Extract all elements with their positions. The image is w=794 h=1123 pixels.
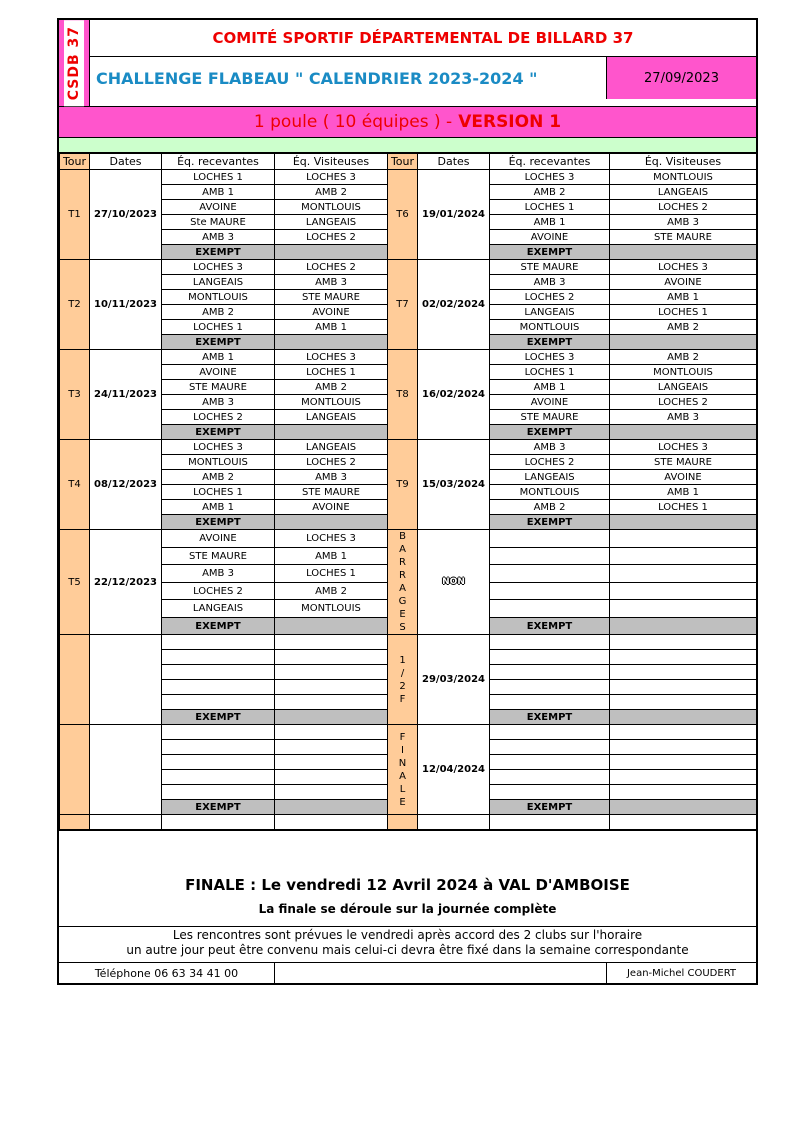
- exempt-cell: EXEMPT: [162, 800, 275, 815]
- home-team: LOCHES 1: [162, 170, 275, 185]
- blank-cell: [490, 815, 610, 830]
- away-team: AVOINE: [275, 500, 388, 515]
- round-date: [90, 725, 162, 815]
- round-date: 29/03/2024: [418, 635, 490, 725]
- home-team: AMB 3: [162, 230, 275, 245]
- document-date: 27/09/2023: [607, 57, 756, 99]
- away-team: STE MAURE: [275, 485, 388, 500]
- round-date: 22/12/2023: [90, 530, 162, 635]
- home-team: AVOINE: [490, 230, 610, 245]
- col-tour: Tour: [388, 154, 418, 170]
- exempt-cell: EXEMPT: [490, 425, 610, 440]
- away-team: AMB 3: [275, 275, 388, 290]
- away-team: MONTLOUIS: [275, 600, 388, 618]
- exempt-cell: EXEMPT: [490, 800, 610, 815]
- away-team: LANGEAIS: [610, 380, 757, 395]
- vertical-letter: E: [399, 796, 406, 808]
- col-away: Éq. Visiteuses: [275, 154, 388, 170]
- exempt-value: [610, 425, 757, 440]
- vertical-letter: B: [399, 531, 406, 543]
- home-team: AMB 2: [162, 470, 275, 485]
- away-team: AMB 2: [610, 350, 757, 365]
- round-vertical-label: [388, 635, 418, 725]
- away-team: MONTLOUIS: [275, 200, 388, 215]
- home-team: [162, 665, 275, 680]
- exempt-value: [610, 617, 757, 635]
- tour-label: T3: [60, 350, 90, 440]
- vertical-letter: A: [399, 583, 406, 595]
- table-row: [60, 530, 757, 548]
- home-team: LOCHES 2: [490, 455, 610, 470]
- tour-label: T9: [388, 440, 418, 530]
- exempt-cell: EXEMPT: [490, 515, 610, 530]
- blank-cell: [275, 815, 388, 830]
- home-team: [162, 740, 275, 755]
- away-team: AVOINE: [610, 470, 757, 485]
- home-team: [162, 680, 275, 695]
- home-team: AMB 2: [162, 305, 275, 320]
- away-team: [610, 650, 757, 665]
- home-team: LANGEAIS: [162, 600, 275, 618]
- home-team: [490, 695, 610, 710]
- col-dates: Dates: [418, 154, 490, 170]
- vertical-letter: F: [399, 731, 406, 743]
- tour-label: T6: [388, 170, 418, 260]
- blank-cell: [162, 815, 275, 830]
- round-date: [418, 530, 490, 635]
- note-line: Les rencontres sont prévues le vendredi après accord des 2 clubs sur l'horaire: [172, 928, 643, 943]
- exempt-cell: EXEMPT: [162, 245, 275, 260]
- home-team: AMB 1: [490, 380, 610, 395]
- home-team: LOCHES 3: [162, 260, 275, 275]
- col-home: Éq. recevantes: [490, 154, 610, 170]
- vertical-letter: A: [399, 770, 406, 782]
- away-team: [275, 770, 388, 785]
- home-team: [162, 650, 275, 665]
- finale-subtitle: La finale se déroule sur la journée complète: [258, 902, 557, 917]
- exempt-cell: EXEMPT: [162, 617, 275, 635]
- away-team: STE MAURE: [610, 455, 757, 470]
- away-team: AMB 1: [610, 290, 757, 305]
- vertical-letter: R: [399, 570, 406, 582]
- away-team: [610, 680, 757, 695]
- away-team: STE MAURE: [610, 230, 757, 245]
- home-team: STE MAURE: [490, 260, 610, 275]
- col-tour: Tour: [60, 154, 90, 170]
- calendar-table: [59, 153, 757, 830]
- home-team: AMB 1: [162, 500, 275, 515]
- away-team: [275, 695, 388, 710]
- tour-label: [60, 725, 90, 815]
- away-team: AMB 1: [610, 485, 757, 500]
- away-team: [275, 680, 388, 695]
- home-team: LOCHES 3: [490, 350, 610, 365]
- away-team: AMB 1: [275, 320, 388, 335]
- blank-cell: [60, 815, 90, 830]
- home-team: AMB 1: [162, 185, 275, 200]
- vertical-letter: 2: [399, 680, 406, 692]
- vertical-letter: S: [399, 622, 406, 634]
- away-team: [275, 665, 388, 680]
- home-team: LOCHES 1: [490, 365, 610, 380]
- tour-label: T5: [60, 530, 90, 635]
- away-team: LOCHES 3: [275, 170, 388, 185]
- away-team: LOCHES 1: [275, 365, 388, 380]
- home-team: AMB 3: [162, 395, 275, 410]
- home-team: [490, 547, 610, 565]
- away-team: [610, 635, 757, 650]
- home-team: [490, 635, 610, 650]
- home-team: AMB 3: [490, 440, 610, 455]
- page-title: CHALLENGE FLABEAU " CALENDRIER 2023-2024 ": [90, 57, 607, 99]
- vertical-letter: F: [399, 693, 406, 705]
- away-team: [610, 547, 757, 565]
- version-label: VERSION 1: [458, 112, 562, 133]
- away-team: LOCHES 2: [275, 260, 388, 275]
- away-team: STE MAURE: [275, 290, 388, 305]
- tour-label: T1: [60, 170, 90, 260]
- away-team: [610, 725, 757, 740]
- footer: [59, 962, 756, 983]
- tour-label: T8: [388, 350, 418, 440]
- away-team: AMB 2: [275, 185, 388, 200]
- table-header: [60, 154, 757, 170]
- away-team: [275, 725, 388, 740]
- away-team: LOCHES 1: [610, 500, 757, 515]
- finale-section: [59, 830, 756, 926]
- home-team: AMB 1: [490, 215, 610, 230]
- away-team: [610, 740, 757, 755]
- away-team: LOCHES 3: [610, 260, 757, 275]
- away-team: MONTLOUIS: [610, 365, 757, 380]
- exempt-cell: EXEMPT: [162, 335, 275, 350]
- away-team: LANGEAIS: [275, 440, 388, 455]
- tour-label: T2: [60, 260, 90, 350]
- home-team: [490, 740, 610, 755]
- away-team: LOCHES 2: [610, 200, 757, 215]
- home-team: [162, 785, 275, 800]
- exempt-value: [275, 425, 388, 440]
- away-team: [610, 785, 757, 800]
- home-team: LOCHES 3: [490, 170, 610, 185]
- header: [59, 20, 756, 107]
- round-date: [90, 635, 162, 725]
- away-team: [610, 530, 757, 548]
- away-team: [275, 785, 388, 800]
- note-line: un autre jour peut être convenu mais celui-ci devra être fixé dans la semaine correspondante: [126, 943, 689, 958]
- committee-name: COMITÉ SPORTIF DÉPARTEMENTAL DE BILLARD 37: [90, 20, 756, 57]
- vertical-letter: L: [399, 783, 406, 795]
- round-date: 19/01/2024: [418, 170, 490, 260]
- round-date: 02/02/2024: [418, 260, 490, 350]
- exempt-value: [275, 710, 388, 725]
- home-team: [490, 565, 610, 583]
- exempt-cell: EXEMPT: [162, 425, 275, 440]
- exempt-cell: EXEMPT: [490, 710, 610, 725]
- away-team: LOCHES 3: [275, 530, 388, 548]
- round-date: 10/11/2023: [90, 260, 162, 350]
- home-team: [162, 695, 275, 710]
- away-team: AMB 1: [275, 547, 388, 565]
- home-team: MONTLOUIS: [490, 485, 610, 500]
- home-team: [490, 770, 610, 785]
- exempt-cell: EXEMPT: [490, 245, 610, 260]
- round-date: 24/11/2023: [90, 350, 162, 440]
- away-team: [610, 665, 757, 680]
- col-away: Éq. Visiteuses: [610, 154, 757, 170]
- home-team: AMB 1: [162, 350, 275, 365]
- home-team: MONTLOUIS: [490, 320, 610, 335]
- home-team: STE MAURE: [162, 380, 275, 395]
- round-date: 27/10/2023: [90, 170, 162, 260]
- vertical-letter: N: [398, 757, 407, 769]
- away-team: AMB 3: [610, 215, 757, 230]
- side-label-text: CSDB 37: [64, 20, 84, 106]
- home-team: AMB 3: [490, 275, 610, 290]
- table-row: [60, 170, 757, 185]
- blank-cell: [610, 815, 757, 830]
- exempt-cell: EXEMPT: [490, 335, 610, 350]
- vertical-letter: G: [398, 596, 407, 608]
- home-team: STE MAURE: [162, 547, 275, 565]
- home-team: [490, 582, 610, 600]
- away-team: LOCHES 3: [610, 440, 757, 455]
- poule-banner: [59, 107, 756, 138]
- round-date: 15/03/2024: [418, 440, 490, 530]
- vertical-letter: E: [399, 609, 406, 621]
- away-team: AVOINE: [275, 305, 388, 320]
- footer-blank: [275, 963, 607, 983]
- away-team: [610, 770, 757, 785]
- away-team: [275, 740, 388, 755]
- exempt-cell: EXEMPT: [162, 515, 275, 530]
- col-home: Éq. recevantes: [162, 154, 275, 170]
- tour-label: T4: [60, 440, 90, 530]
- tour-label: [60, 635, 90, 725]
- side-label: [59, 20, 90, 106]
- separator-bar: [59, 138, 756, 153]
- blank-row: [60, 815, 757, 830]
- home-team: [162, 770, 275, 785]
- home-team: AVOINE: [162, 365, 275, 380]
- home-team: LANGEAIS: [490, 470, 610, 485]
- home-team: LOCHES 3: [162, 440, 275, 455]
- away-team: [610, 565, 757, 583]
- away-team: LOCHES 2: [610, 395, 757, 410]
- barrages-status: NON: [442, 577, 465, 588]
- exempt-value: [610, 710, 757, 725]
- round-date: 12/04/2024: [418, 725, 490, 815]
- away-team: LANGEAIS: [275, 215, 388, 230]
- table-row: [60, 350, 757, 365]
- home-team: [490, 680, 610, 695]
- away-team: [610, 582, 757, 600]
- col-dates: Dates: [90, 154, 162, 170]
- exempt-value: [275, 800, 388, 815]
- home-team: STE MAURE: [490, 410, 610, 425]
- home-team: AVOINE: [162, 530, 275, 548]
- table-row: [60, 725, 757, 740]
- away-team: LOCHES 1: [610, 305, 757, 320]
- away-team: [275, 635, 388, 650]
- home-team: LOCHES 1: [490, 200, 610, 215]
- home-team: [162, 635, 275, 650]
- exempt-value: [610, 335, 757, 350]
- home-team: LOCHES 1: [162, 320, 275, 335]
- round-date: 08/12/2023: [90, 440, 162, 530]
- vertical-letter: I: [401, 744, 404, 756]
- round-date: 16/02/2024: [418, 350, 490, 440]
- home-team: [490, 725, 610, 740]
- exempt-value: [610, 245, 757, 260]
- away-team: LOCHES 2: [275, 455, 388, 470]
- away-team: AMB 2: [275, 380, 388, 395]
- tour-label: T7: [388, 260, 418, 350]
- home-team: MONTLOUIS: [162, 455, 275, 470]
- home-team: MONTLOUIS: [162, 290, 275, 305]
- home-team: AMB 2: [490, 185, 610, 200]
- away-team: LOCHES 2: [275, 230, 388, 245]
- exempt-value: [275, 245, 388, 260]
- home-team: LANGEAIS: [162, 275, 275, 290]
- home-team: [162, 755, 275, 770]
- home-team: [490, 600, 610, 618]
- exempt-value: [610, 800, 757, 815]
- home-team: [490, 650, 610, 665]
- home-team: Ste MAURE: [162, 215, 275, 230]
- exempt-value: [610, 515, 757, 530]
- away-team: [275, 755, 388, 770]
- exempt-cell: EXEMPT: [490, 617, 610, 635]
- home-team: AMB 3: [162, 565, 275, 583]
- away-team: [275, 650, 388, 665]
- home-team: [490, 785, 610, 800]
- vertical-letter: A: [399, 544, 406, 556]
- home-team: LOCHES 1: [162, 485, 275, 500]
- away-team: LANGEAIS: [610, 185, 757, 200]
- home-team: LOCHES 2: [490, 290, 610, 305]
- exempt-value: [275, 617, 388, 635]
- away-team: LOCHES 1: [275, 565, 388, 583]
- home-team: AMB 2: [490, 500, 610, 515]
- exempt-value: [275, 515, 388, 530]
- table-row: [60, 260, 757, 275]
- away-team: [610, 755, 757, 770]
- vertical-letter: /: [400, 667, 405, 679]
- finale-title: FINALE : Le vendredi 12 Avril 2024 à VAL D'AMBOISE: [185, 876, 630, 895]
- away-team: AVOINE: [610, 275, 757, 290]
- away-team: AMB 3: [275, 470, 388, 485]
- calendar-sheet: [57, 18, 758, 985]
- notes: [59, 926, 756, 962]
- table-row: [60, 440, 757, 455]
- blank-cell: [388, 815, 418, 830]
- contact-name: Jean-Michel COUDERT: [626, 967, 737, 979]
- phone: Téléphone 06 63 34 41 00: [59, 963, 275, 983]
- home-team: [490, 755, 610, 770]
- away-team: LANGEAIS: [275, 410, 388, 425]
- home-team: [490, 530, 610, 548]
- vertical-letter: 1: [399, 654, 406, 666]
- away-team: [610, 695, 757, 710]
- blank-cell: [418, 815, 490, 830]
- away-team: MONTLOUIS: [610, 170, 757, 185]
- poule-text: 1 poule ( 10 équipes ) -: [253, 112, 453, 133]
- away-team: [610, 600, 757, 618]
- away-team: LOCHES 3: [275, 350, 388, 365]
- home-team: AVOINE: [162, 200, 275, 215]
- home-team: LANGEAIS: [490, 305, 610, 320]
- exempt-value: [275, 335, 388, 350]
- round-vertical-label: [388, 725, 418, 815]
- exempt-cell: EXEMPT: [162, 710, 275, 725]
- table-row: [60, 635, 757, 650]
- home-team: [162, 725, 275, 740]
- home-team: AVOINE: [490, 395, 610, 410]
- blank-cell: [90, 815, 162, 830]
- away-team: MONTLOUIS: [275, 395, 388, 410]
- away-team: AMB 3: [610, 410, 757, 425]
- vertical-letter: R: [399, 557, 406, 569]
- home-team: LOCHES 2: [162, 582, 275, 600]
- away-team: AMB 2: [610, 320, 757, 335]
- home-team: [490, 665, 610, 680]
- away-team: AMB 2: [275, 582, 388, 600]
- home-team: LOCHES 2: [162, 410, 275, 425]
- round-vertical-label: [388, 530, 418, 635]
